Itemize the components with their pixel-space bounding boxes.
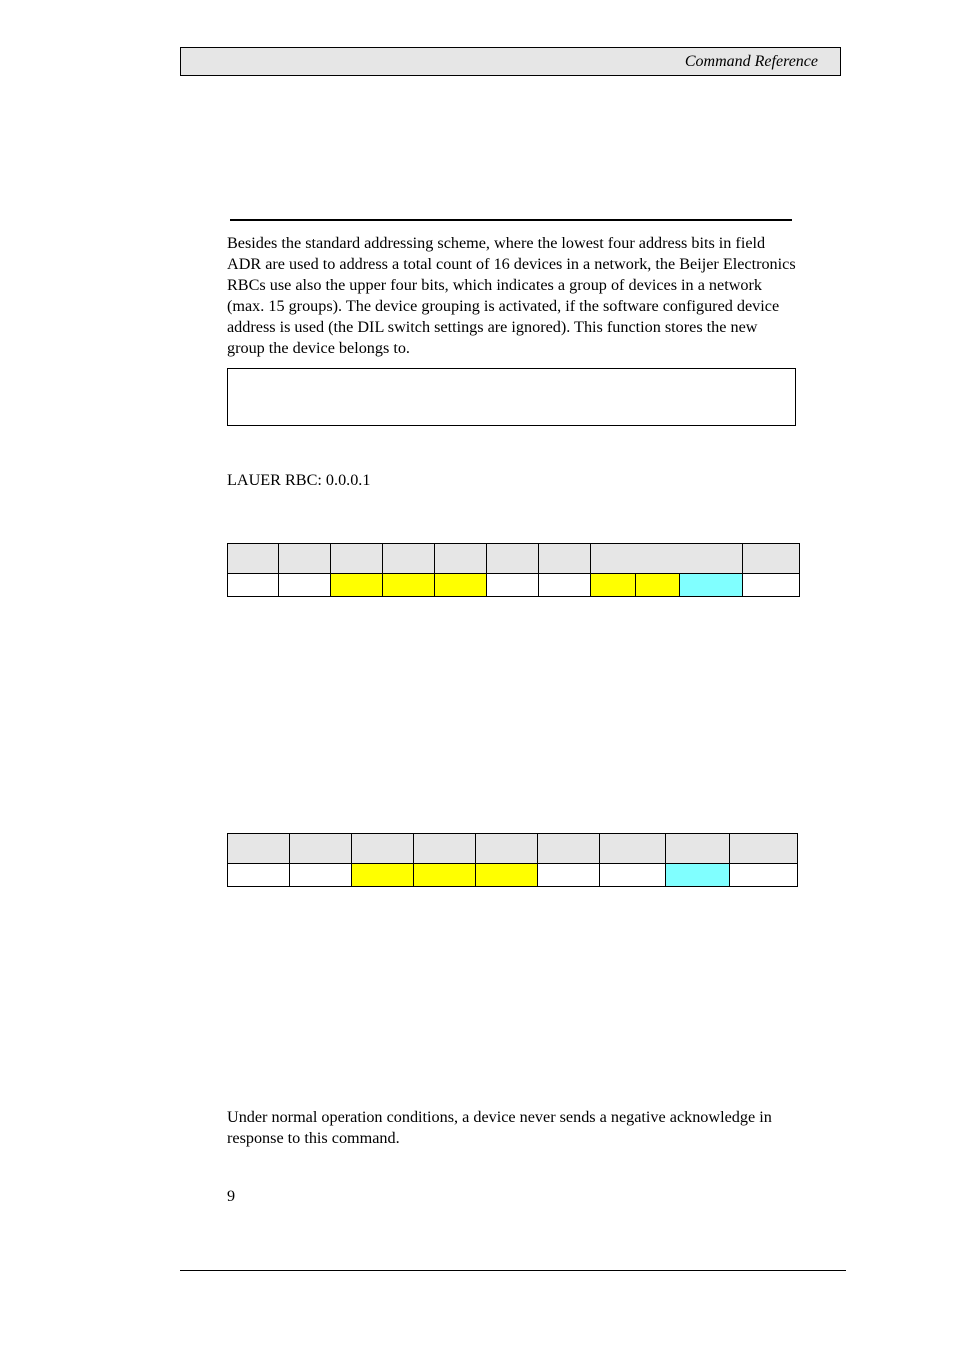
intro-paragraph: Besides the standard addressing scheme, where the lowest four address bits in field ADR are used to address a total count of 16 devices in a network, the Beijer Electronics RBCs use also the upper four bits, which indicates a group of devices in a network (max. 15 groups). The device grouping is activated, if the software configured device address is used (the DIL switch settings are ignored). This function stores the new group the device belongs to. xyxy=(227,234,796,357)
table-header-cell xyxy=(666,834,730,864)
header-title: Command Reference xyxy=(684,53,818,70)
table-cell xyxy=(730,864,798,887)
command-table-header-row xyxy=(228,544,800,574)
table-header-cell xyxy=(279,544,331,574)
table-cell xyxy=(487,574,539,597)
command-frame-table xyxy=(227,543,800,597)
command-table-row xyxy=(228,574,800,597)
table-cell-checksum xyxy=(666,864,730,887)
table-header-cell xyxy=(600,834,666,864)
section-divider xyxy=(230,219,792,221)
table-header-cell xyxy=(476,834,538,864)
note-paragraph: Under normal operation conditions, a device never sends a negative acknowledge in response to this command. xyxy=(227,1108,772,1147)
table-cell xyxy=(743,574,800,597)
table-cell xyxy=(290,864,352,887)
table-header-cell xyxy=(591,544,743,574)
ack-table-row xyxy=(228,864,798,887)
version-line: LAUER RBC: 0.0.0.1 xyxy=(227,471,371,489)
table-cell-highlighted xyxy=(636,574,680,597)
table-cell xyxy=(228,864,290,887)
page-number: 9 xyxy=(227,1187,236,1205)
table-cell-highlighted xyxy=(331,574,383,597)
table-header-cell xyxy=(414,834,476,864)
table-cell xyxy=(279,574,331,597)
table-cell xyxy=(228,574,279,597)
acknowledge-frame-table xyxy=(227,833,798,887)
table-cell-highlighted xyxy=(383,574,435,597)
table-cell-highlighted xyxy=(414,864,476,887)
table-header-cell xyxy=(538,834,600,864)
table-header-cell xyxy=(383,544,435,574)
table-cell-highlighted xyxy=(435,574,487,597)
running-header xyxy=(180,47,841,76)
table-header-cell xyxy=(228,834,290,864)
table-cell xyxy=(539,574,591,597)
table-cell xyxy=(600,864,666,887)
table-header-cell xyxy=(435,544,487,574)
table-cell xyxy=(538,864,600,887)
ack-table-header-row xyxy=(228,834,798,864)
table-header-cell xyxy=(352,834,414,864)
table-header-cell xyxy=(331,544,383,574)
table-cell-highlighted xyxy=(476,864,538,887)
table-header-cell xyxy=(539,544,591,574)
table-cell-checksum xyxy=(680,574,743,597)
table-cell-highlighted xyxy=(352,864,414,887)
table-header-cell xyxy=(730,834,798,864)
footer-divider xyxy=(180,1270,846,1271)
table-cell-highlighted xyxy=(591,574,636,597)
table-header-cell xyxy=(743,544,800,574)
table-header-cell xyxy=(290,834,352,864)
table-header-cell xyxy=(228,544,279,574)
syntax-box xyxy=(227,368,796,426)
table-header-cell xyxy=(487,544,539,574)
